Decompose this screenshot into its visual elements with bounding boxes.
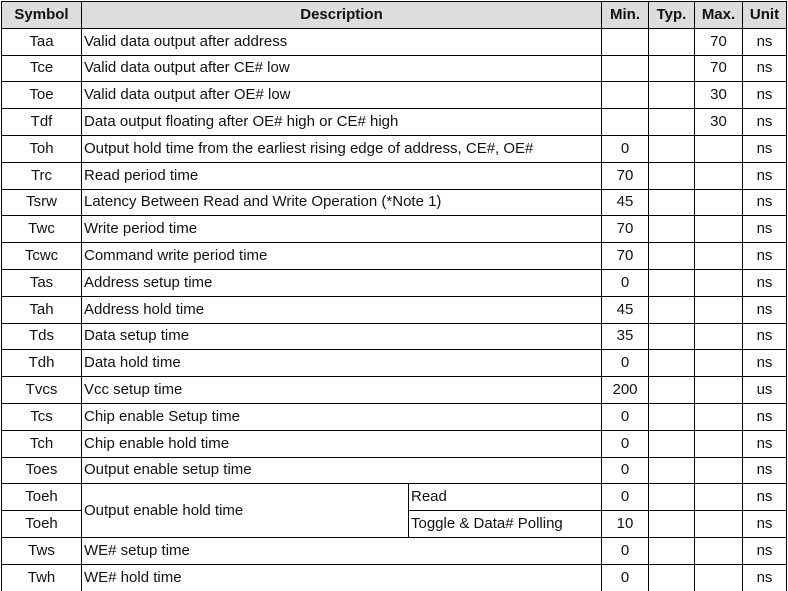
cell-max: 70 [695,28,743,55]
cell-description: Output enable hold time [82,484,409,538]
cell-min: 0 [602,269,649,296]
cell-symbol: Tcwc [2,243,82,270]
cell-min: 0 [602,430,649,457]
table-row [2,162,787,189]
cell-typ [649,162,695,189]
cell-typ [649,564,695,590]
cell-symbol: Trc [2,162,82,189]
cell-typ [649,82,695,109]
table-row [2,269,787,296]
cell-max: 70 [695,55,743,82]
table-row [2,484,787,511]
cell-typ [649,430,695,457]
cell-typ [649,511,695,538]
cell-min: 200 [602,377,649,404]
cell-description: Command write period time [82,243,602,270]
table-row [2,323,787,350]
timing-table [1,1,787,591]
cell-symbol: Tce [2,55,82,82]
cell-description: Vcc setup time [82,377,602,404]
cell-symbol: Tcs [2,403,82,430]
cell-description: Chip enable Setup time [82,403,602,430]
table-row [2,350,787,377]
cell-min [602,28,649,55]
cell-unit: ns [743,189,787,216]
cell-description: Data hold time [82,350,602,377]
cell-unit: ns [743,55,787,82]
cell-max [695,537,743,564]
cell-unit: ns [743,537,787,564]
cell-typ [649,243,695,270]
cell-typ [649,28,695,55]
cell-unit: ns [743,109,787,136]
cell-unit: ns [743,323,787,350]
cell-min: 10 [602,511,649,538]
cell-max: 30 [695,109,743,136]
cell-typ [649,55,695,82]
cell-condition: Read [409,484,602,511]
cell-typ [649,537,695,564]
table-row [2,189,787,216]
cell-symbol: Tdh [2,350,82,377]
cell-description: Valid data output after address [82,28,602,55]
cell-min: 0 [602,457,649,484]
cell-symbol: Tdf [2,109,82,136]
cell-typ [649,457,695,484]
cell-unit: ns [743,269,787,296]
cell-condition: Toggle & Data# Polling [409,511,602,538]
cell-max [695,350,743,377]
cell-typ [649,403,695,430]
cell-typ [649,216,695,243]
cell-symbol: Tws [2,537,82,564]
cell-typ [649,350,695,377]
table-row [2,243,787,270]
cell-unit: ns [743,28,787,55]
table-row [2,82,787,109]
cell-min: 0 [602,484,649,511]
cell-symbol: Toeh [2,484,82,511]
header-max: Max. [695,2,743,29]
cell-symbol: Tas [2,269,82,296]
cell-max [695,323,743,350]
table-row [2,403,787,430]
table-row [2,135,787,162]
cell-symbol: Tah [2,296,82,323]
cell-typ [649,109,695,136]
cell-max: 30 [695,82,743,109]
cell-symbol: Toe [2,82,82,109]
cell-symbol: Twh [2,564,82,590]
cell-max [695,189,743,216]
cell-min: 70 [602,162,649,189]
cell-description: Latency Between Read and Write Operation (*Note 1) [82,189,602,216]
cell-max [695,511,743,538]
cell-symbol: Toh [2,135,82,162]
cell-unit: ns [743,430,787,457]
cell-min [602,82,649,109]
cell-symbol: Tvcs [2,377,82,404]
cell-max [695,243,743,270]
table-row [2,55,787,82]
cell-min: 70 [602,243,649,270]
cell-unit: ns [743,457,787,484]
cell-max [695,457,743,484]
cell-description: Address hold time [82,296,602,323]
cell-symbol: Tch [2,430,82,457]
cell-unit: ns [743,484,787,511]
cell-min: 35 [602,323,649,350]
cell-unit: ns [743,82,787,109]
cell-typ [649,323,695,350]
table-row [2,537,787,564]
table-row [2,430,787,457]
cell-max [695,377,743,404]
cell-max [695,564,743,590]
cell-max [695,403,743,430]
cell-symbol: Toes [2,457,82,484]
cell-symbol: Tsrw [2,189,82,216]
cell-unit: ns [743,162,787,189]
cell-typ [649,377,695,404]
cell-min: 0 [602,403,649,430]
cell-description: Data output floating after OE# high or CE# high [82,109,602,136]
cell-min: 45 [602,189,649,216]
table-row [2,296,787,323]
cell-symbol: Toeh [2,511,82,538]
table-body [2,28,787,590]
cell-typ [649,189,695,216]
cell-typ [649,484,695,511]
cell-symbol: Taa [2,28,82,55]
header-row [2,2,787,29]
cell-unit: ns [743,564,787,590]
cell-max [695,269,743,296]
cell-description: WE# setup time [82,537,602,564]
cell-description: WE# hold time [82,564,602,590]
cell-description: Output enable setup time [82,457,602,484]
cell-description: Read period time [82,162,602,189]
cell-description: Write period time [82,216,602,243]
cell-description: Chip enable hold time [82,430,602,457]
cell-unit: ns [743,243,787,270]
cell-min: 0 [602,350,649,377]
cell-min: 0 [602,537,649,564]
table-row [2,109,787,136]
cell-min [602,55,649,82]
cell-description: Data setup time [82,323,602,350]
cell-max [695,484,743,511]
table-row [2,457,787,484]
cell-min: 45 [602,296,649,323]
header-description: Description [82,2,602,29]
cell-unit: ns [743,216,787,243]
cell-unit: ns [743,403,787,430]
cell-typ [649,296,695,323]
cell-symbol: Twc [2,216,82,243]
cell-max [695,296,743,323]
header-symbol: Symbol [2,2,82,29]
table-row [2,564,787,590]
cell-symbol: Tds [2,323,82,350]
header-min: Min. [602,2,649,29]
cell-min: 0 [602,135,649,162]
header-unit: Unit [743,2,787,29]
cell-unit: ns [743,135,787,162]
cell-description: Output hold time from the earliest rising edge of address, CE#, OE# [82,135,602,162]
cell-min [602,109,649,136]
table-row [2,28,787,55]
cell-min: 0 [602,564,649,590]
cell-unit: us [743,377,787,404]
cell-description: Valid data output after OE# low [82,82,602,109]
cell-max [695,216,743,243]
cell-unit: ns [743,296,787,323]
table-row [2,377,787,404]
cell-description: Address setup time [82,269,602,296]
cell-max [695,135,743,162]
cell-typ [649,135,695,162]
cell-max [695,430,743,457]
table-row [2,216,787,243]
cell-unit: ns [743,511,787,538]
cell-max [695,162,743,189]
cell-unit: ns [743,350,787,377]
cell-typ [649,269,695,296]
header-typ: Typ. [649,2,695,29]
cell-min: 70 [602,216,649,243]
cell-description: Valid data output after CE# low [82,55,602,82]
